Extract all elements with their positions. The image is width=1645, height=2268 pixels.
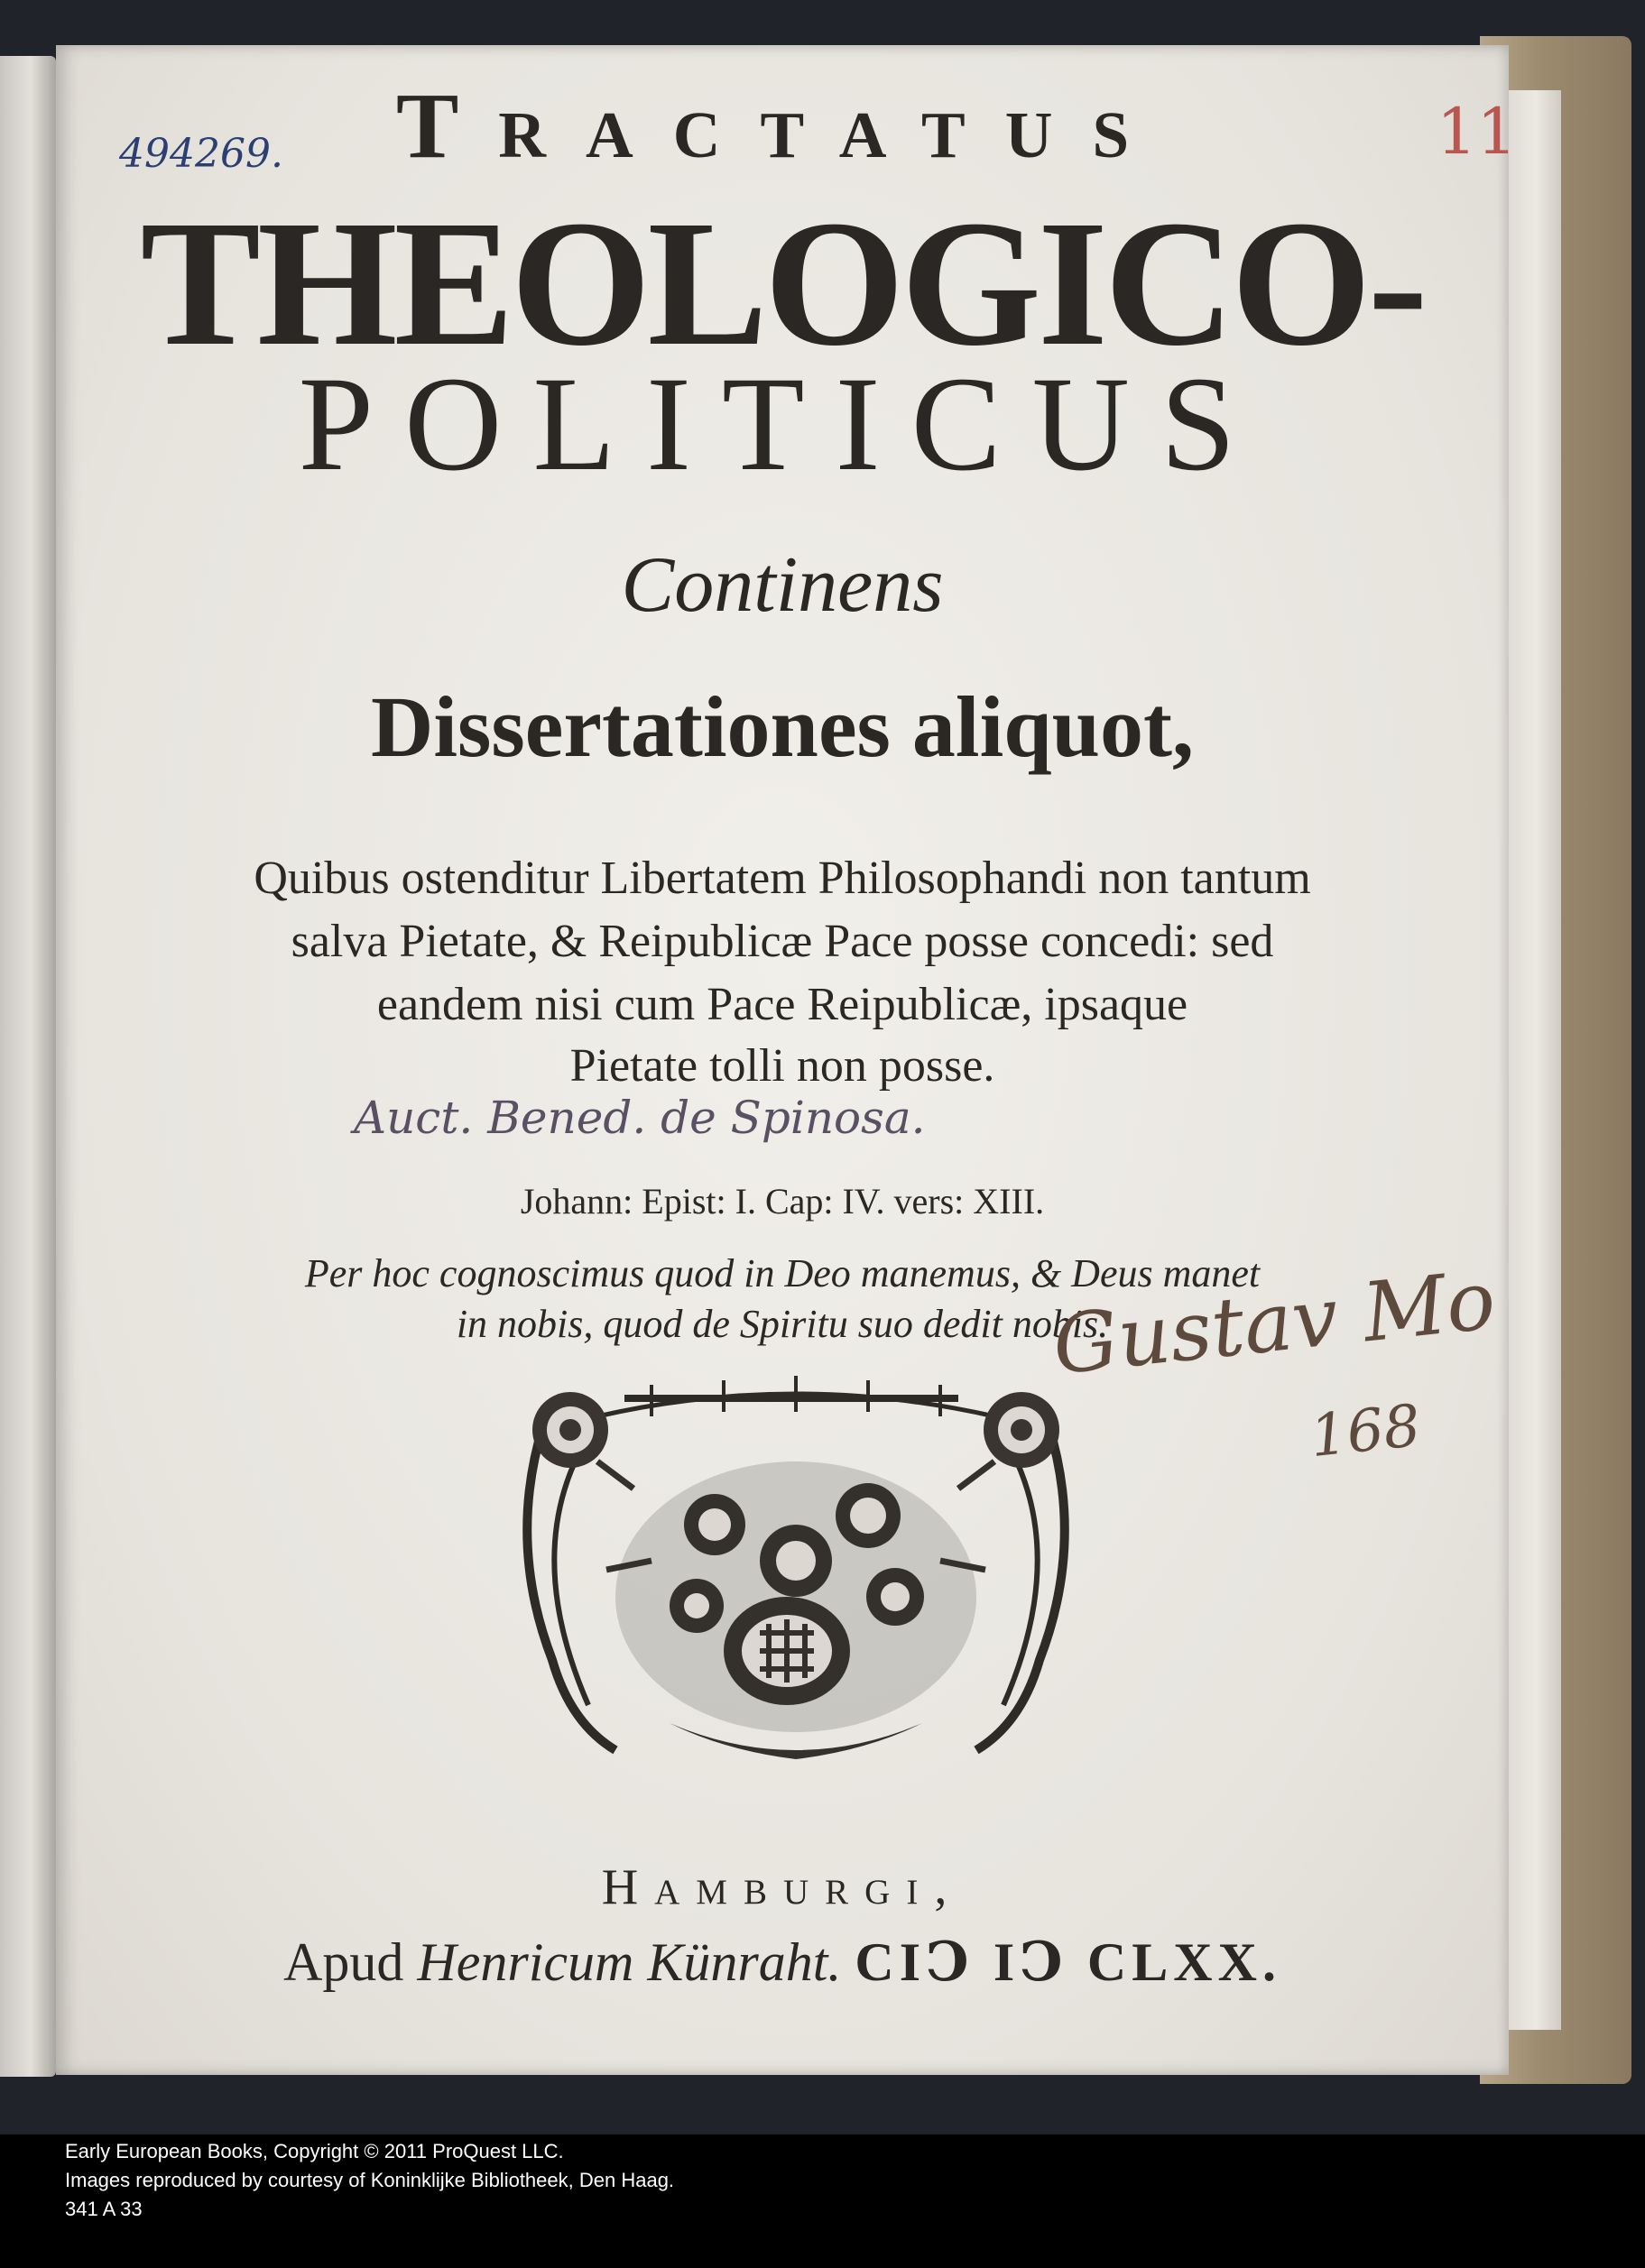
handwritten-author-note: Auct. Bened. de Spinosa. bbox=[354, 1092, 926, 1144]
footer-courtesy: Images reproduced by courtesy of Koninklijke Bibliotheek, Den Haag. bbox=[65, 2169, 675, 2191]
imprint-line bbox=[56, 1931, 1509, 1994]
imprint-printer: Henricum Künraht. bbox=[417, 1932, 842, 1992]
description-line: Quibus ostenditur Libertatem Philosophandi non tantum bbox=[254, 853, 1311, 904]
title-politicus: POLITICUS bbox=[298, 349, 1267, 499]
subtitle-continens: Continens bbox=[621, 541, 944, 629]
imprint-city: Hamburgi, bbox=[601, 1859, 964, 1915]
description-line: Pietate tolli non posse. bbox=[569, 1040, 995, 1092]
scripture-quote-line: Per hoc cognoscimus quod in Deo manemus, & Deus manet bbox=[304, 1251, 1261, 1295]
scripture-citation: Johann: Epist: I. Cap: IV. vers: XIII. bbox=[520, 1181, 1045, 1222]
printer-ornament-woodcut bbox=[489, 1362, 1103, 1777]
footer-shelfmark: 341 A 33 bbox=[65, 2198, 143, 2220]
facing-page-edge bbox=[0, 56, 56, 2077]
title-page bbox=[56, 45, 1518, 2075]
imprint-year: CIↃ IↃ CLXX. bbox=[855, 1932, 1281, 1992]
description-line: eandem nisi cum Pace Reipublicæ, ipsaque bbox=[376, 979, 1188, 1030]
handwritten-owner-date: 168 bbox=[1307, 1392, 1424, 1471]
description-line: salva Pietate, & Reipublicæ Pace posse concedi: sed bbox=[291, 916, 1274, 967]
title-tractatus: Tractatus bbox=[395, 74, 1169, 178]
imprint-apud: Apud bbox=[283, 1932, 404, 1992]
handwritten-owner-signature: Gustav Mo bbox=[1049, 1252, 1500, 1394]
scripture-quote-line: in nobis, quod de Spiritu suo dedit nobis. bbox=[456, 1302, 1109, 1346]
copyright-footer bbox=[0, 2134, 1645, 2268]
footer-copyright: Early European Books, Copyright © 2011 ProQuest LLC. bbox=[65, 2140, 564, 2162]
subtitle-dissertationes: Dissertationes aliquot, bbox=[371, 678, 1194, 775]
title-theologico: THEOLOGICO- bbox=[140, 184, 1425, 383]
handwritten-shelfmark: 494269. bbox=[119, 131, 283, 177]
handwritten-red-mark: 11 bbox=[1437, 95, 1518, 169]
